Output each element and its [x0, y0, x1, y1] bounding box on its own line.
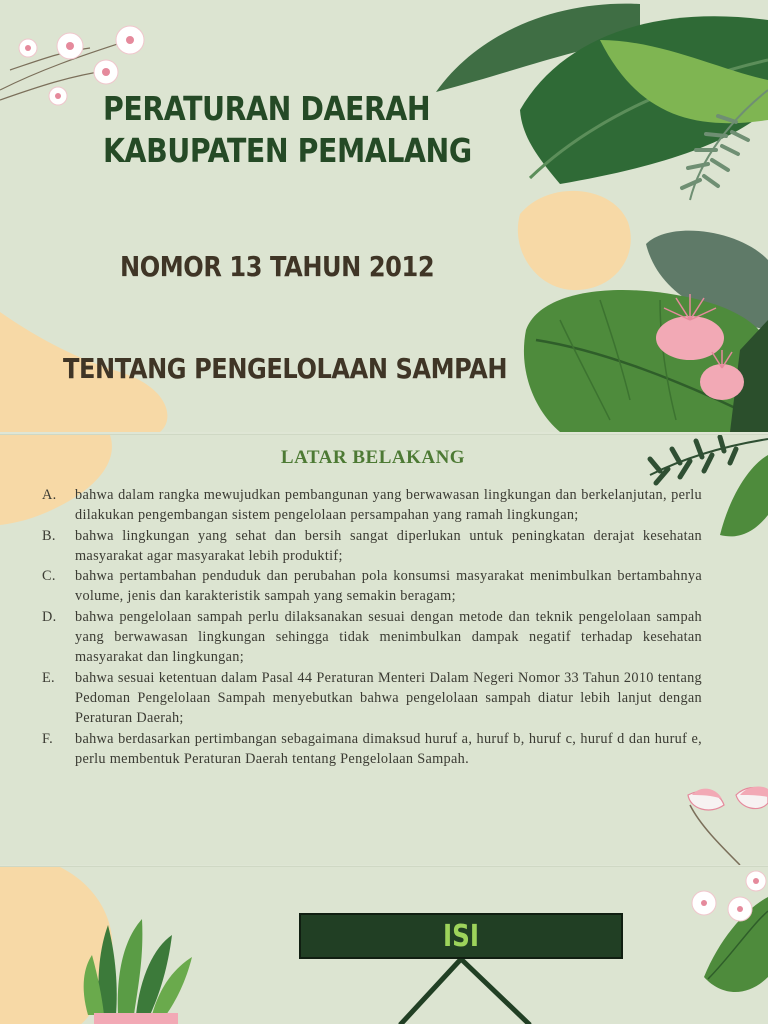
contents-label: ISI — [442, 918, 480, 954]
item-text: bahwa lingkungan yang sehat dan bersih sangat diperlukan untuk peningkatan derajat kesehatan masyarakat agar masyarakat lebih produktif; — [75, 527, 702, 564]
item-letter: E. — [42, 669, 55, 686]
item-text: bahwa sesuai ketentuan dalam Pasal 44 Peraturan Menteri Dalam Negeri Nomor 33 Tahun 2010 tentang Pedoman Pengelolaan Sampah menyebutkan bahwa pengelolaan sampah diatur lebih lanjut dengan Peraturan Daerah; — [75, 669, 702, 727]
item-letter: D. — [42, 608, 57, 625]
document-title — [103, 88, 472, 172]
item-text: bahwa pertambahan penduduk dan perubahan pola konsumsi masyarakat menimbulkan bertambahnya volume, jenis dan karakteristik sampah yang semakin beragam; — [75, 568, 702, 605]
background-slide — [0, 434, 768, 865]
item-letter: C. — [42, 568, 56, 585]
considerations-list — [42, 485, 702, 769]
regulation-number: NOMOR 13 TAHUN 2012 — [120, 250, 435, 283]
title-line-2: KABUPATEN PEMALANG — [103, 131, 472, 170]
list-item — [42, 729, 702, 770]
contents-slide — [0, 866, 768, 1024]
section-heading: LATAR BELAKANG — [280, 447, 466, 468]
list-item — [42, 566, 702, 607]
item-text: bahwa pengelolaan sampah perlu dilaksanakan sesuai dengan metode dan teknik pengelolaan sampah yang berwawasan lingkungan sehingga tidak menimbulkan dampak negatif terhadap kesehatan masyarakat dan lingkungan; — [75, 608, 702, 666]
item-letter: A. — [42, 487, 57, 503]
contents-box — [299, 913, 623, 959]
item-letter: F. — [42, 730, 53, 747]
list-item — [42, 668, 702, 729]
list-item — [42, 485, 702, 526]
list-item — [42, 526, 702, 567]
item-text: bahwa dalam rangka mewujudkan pembangunan yang berwawasan lingkungan dan berkelanjutan, perlu dilakukan pengembangan sistem pengelolaan persampahan yang ramah lingkungan; — [75, 487, 702, 524]
item-text: bahwa berdasarkan pertimbangan sebagaimana dimaksud huruf a, huruf b, huruf c, huruf d dan huruf e, perlu membentuk Peraturan Daerah tentang Pengelolaan Sampah. — [75, 730, 702, 767]
cover-slide — [0, 0, 768, 432]
item-letter: B. — [42, 527, 56, 544]
regulation-subject: TENTANG PENGELOLAAN SAMPAH — [63, 352, 508, 385]
list-item — [42, 607, 702, 668]
title-line-1: PERATURAN DAERAH — [103, 89, 431, 128]
